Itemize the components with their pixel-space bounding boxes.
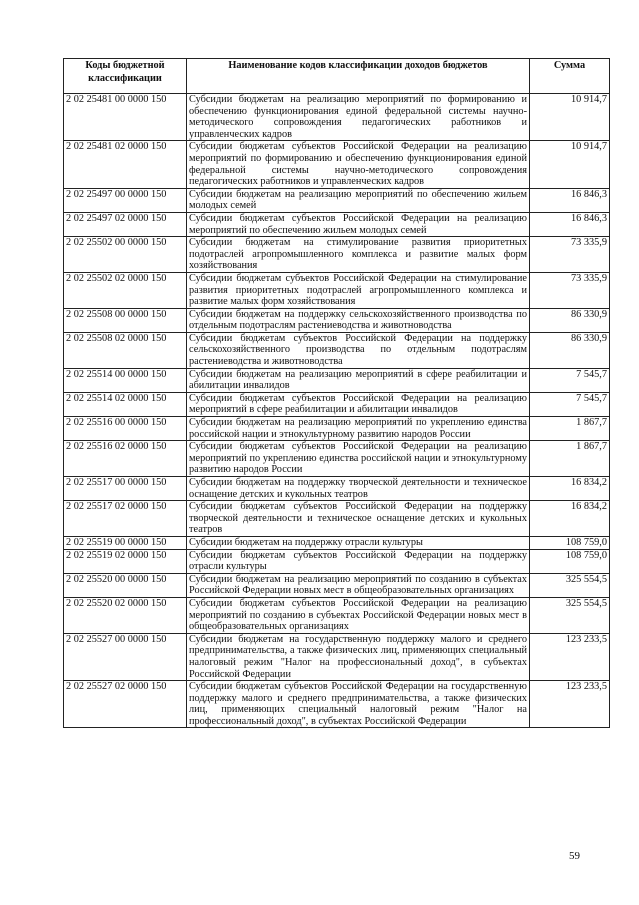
cell-sum: 10 914,7 [530, 94, 610, 141]
cell-name: Субсидии бюджетам на поддержку сельскохозяйственного производства по отдельным подотраслям растениеводства и животноводства [187, 308, 530, 332]
cell-code: 2 02 25481 00 0000 150 [64, 94, 187, 141]
cell-code: 2 02 25508 02 0000 150 [64, 332, 187, 368]
table-row [64, 417, 610, 441]
budget-classification-table [63, 58, 610, 728]
table-row [64, 501, 610, 537]
cell-name: Субсидии бюджетам субъектов Российской Федерации на реализацию мероприятий по созданию в субъектах Российской Федерации новых мест в общеобразовательных организациях [187, 597, 530, 633]
cell-name: Субсидии бюджетам субъектов Российской Федерации на реализацию мероприятий по обеспечению жильем молодых семей [187, 212, 530, 236]
cell-sum: 108 759,0 [530, 549, 610, 573]
cell-sum: 123 233,5 [530, 633, 610, 680]
cell-sum: 16 846,3 [530, 188, 610, 212]
cell-code: 2 02 25481 02 0000 150 [64, 141, 187, 188]
cell-code: 2 02 25517 02 0000 150 [64, 501, 187, 537]
cell-name: Субсидии бюджетам субъектов Российской Федерации на поддержку творческой деятельности и техническое оснащение детских и кукольных театров [187, 501, 530, 537]
table-row [64, 94, 610, 141]
cell-code: 2 02 25520 02 0000 150 [64, 597, 187, 633]
table-row [64, 212, 610, 236]
cell-sum: 16 834,2 [530, 477, 610, 501]
cell-sum: 73 335,9 [530, 272, 610, 308]
cell-sum: 73 335,9 [530, 237, 610, 273]
cell-code: 2 02 25527 02 0000 150 [64, 681, 187, 728]
cell-code: 2 02 25508 00 0000 150 [64, 308, 187, 332]
cell-sum: 325 554,5 [530, 597, 610, 633]
cell-sum: 108 759,0 [530, 536, 610, 549]
cell-sum: 86 330,9 [530, 308, 610, 332]
table-body [64, 94, 610, 728]
cell-code: 2 02 25519 02 0000 150 [64, 549, 187, 573]
cell-name: Субсидии бюджетам субъектов Российской Федерации на государственную поддержку малого и среднего предпринимательства, а также физических лиц, применяющих специальный налоговый режим "Налог на профессиональный доход", в субъектах Российской Федерации [187, 681, 530, 728]
cell-name: Субсидии бюджетам на поддержку отрасли культуры [187, 536, 530, 549]
cell-sum: 16 834,2 [530, 501, 610, 537]
cell-name: Субсидии бюджетам на реализацию мероприятий по обеспечению жильем молодых семей [187, 188, 530, 212]
cell-sum: 7 545,7 [530, 392, 610, 416]
cell-code: 2 02 25514 00 0000 150 [64, 368, 187, 392]
table-row [64, 573, 610, 597]
cell-name: Субсидии бюджетам на реализацию мероприятий по формированию и обеспечению функционирования единой федеральной системы научно-методического сопровождения педагогических работников и управленческих кадров [187, 94, 530, 141]
cell-name: Субсидии бюджетам на стимулирование развития приоритетных подотраслей агропромышленного комплекса и развитие малых форм хозяйствования [187, 237, 530, 273]
table-row [64, 477, 610, 501]
table-row [64, 368, 610, 392]
table-row [64, 392, 610, 416]
cell-name: Субсидии бюджетам субъектов Российской Федерации на реализацию мероприятий в сфере реабилитации и абилитации инвалидов [187, 392, 530, 416]
cell-code: 2 02 25520 00 0000 150 [64, 573, 187, 597]
cell-code: 2 02 25514 02 0000 150 [64, 392, 187, 416]
table-row [64, 536, 610, 549]
cell-code: 2 02 25516 02 0000 150 [64, 441, 187, 477]
cell-sum: 16 846,3 [530, 212, 610, 236]
cell-sum: 7 545,7 [530, 368, 610, 392]
cell-sum: 123 233,5 [530, 681, 610, 728]
cell-name: Субсидии бюджетам на поддержку творческой деятельности и техническое оснащение детских и кукольных театров [187, 477, 530, 501]
cell-name: Субсидии бюджетам на реализацию мероприятий в сфере реабилитации и абилитации инвалидов [187, 368, 530, 392]
table-row [64, 308, 610, 332]
cell-name: Субсидии бюджетам субъектов Российской Федерации на поддержку сельскохозяйственного производства по отдельным подотраслям растениеводства и животноводства [187, 332, 530, 368]
cell-code: 2 02 25502 02 0000 150 [64, 272, 187, 308]
table-row [64, 237, 610, 273]
table-header-row [64, 59, 610, 94]
cell-code: 2 02 25497 02 0000 150 [64, 212, 187, 236]
cell-code: 2 02 25497 00 0000 150 [64, 188, 187, 212]
page-number: 59 [569, 850, 580, 862]
cell-code: 2 02 25502 00 0000 150 [64, 237, 187, 273]
cell-sum: 86 330,9 [530, 332, 610, 368]
table-row [64, 597, 610, 633]
cell-sum: 10 914,7 [530, 141, 610, 188]
cell-sum: 1 867,7 [530, 417, 610, 441]
cell-name: Субсидии бюджетам на реализацию мероприятий по созданию в субъектах Российской Федерации новых мест в общеобразовательных организациях [187, 573, 530, 597]
table-row [64, 633, 610, 680]
table-row [64, 549, 610, 573]
cell-name: Субсидии бюджетам субъектов Российской Федерации на реализацию мероприятий по формированию и обеспечению функционирования единой федеральной системы научно-методического сопровождения педагогических работников и управленческих кадров [187, 141, 530, 188]
table-row [64, 272, 610, 308]
header-name: Наименование кодов классификации доходов бюджетов [187, 59, 530, 94]
table-row [64, 188, 610, 212]
cell-sum: 1 867,7 [530, 441, 610, 477]
table-row [64, 441, 610, 477]
cell-name: Субсидии бюджетам субъектов Российской Федерации на реализацию мероприятий по укреплению единства российской нации и этнокультурному развитию народов России [187, 441, 530, 477]
cell-name: Субсидии бюджетам субъектов Российской Федерации на стимулирование развития приоритетных подотраслей агропромышленного комплекса и развитие малых форм хозяйствования [187, 272, 530, 308]
cell-name: Субсидии бюджетам субъектов Российской Федерации на поддержку отрасли культуры [187, 549, 530, 573]
cell-sum: 325 554,5 [530, 573, 610, 597]
table-row [64, 681, 610, 728]
cell-code: 2 02 25519 00 0000 150 [64, 536, 187, 549]
cell-name: Субсидии бюджетам на государственную поддержку малого и среднего предпринимательства, а также физических лиц, применяющих специальный налоговый режим "Налог на профессиональный доход", в субъектах Российской Федерации [187, 633, 530, 680]
header-code: Коды бюджетной классификации [64, 59, 187, 94]
cell-code: 2 02 25517 00 0000 150 [64, 477, 187, 501]
table-row [64, 141, 610, 188]
header-sum: Сумма [530, 59, 610, 94]
table-row [64, 332, 610, 368]
cell-code: 2 02 25527 00 0000 150 [64, 633, 187, 680]
cell-code: 2 02 25516 00 0000 150 [64, 417, 187, 441]
cell-name: Субсидии бюджетам на реализацию мероприятий по укреплению единства российской нации и этнокультурному развитию народов России [187, 417, 530, 441]
